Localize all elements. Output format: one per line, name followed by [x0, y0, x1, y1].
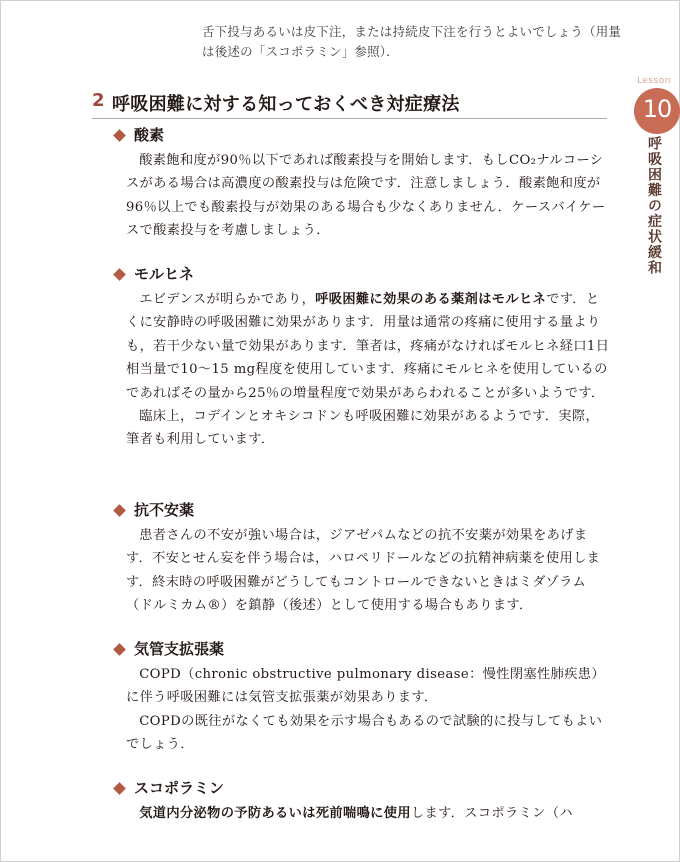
subsection-title-text: スコポラミン — [134, 779, 225, 797]
intro-text: 舌下投与あるいは皮下注，または持続皮下注を行うとよいでしょう（用量は後述の「スコポラミン」参照）． — [202, 24, 622, 59]
lesson-side-tab — [628, 76, 680, 276]
paragraph-text: 患者さんの不安が強い場合は，ジアゼパムなどの抗不安薬が効果をあげます．不安とせん妄を伴う場合は，ハロペリドールなどの抗精神病薬を使用します．終末時の呼吸困難がどうしてもコントロールできないときはミダゾラム（ドルミカム®）を鎮静（後述）として使用する場合もあります． — [126, 528, 601, 614]
body-paragraph — [112, 524, 612, 618]
paragraph-text: 臨床上，コデインとオキシコドンも呼吸困難に効果があるようです．実際，筆者も利用しています． — [126, 409, 600, 448]
body-paragraph — [112, 802, 612, 825]
subsection-title — [112, 639, 612, 659]
subsection-title-text: 酸素 — [134, 126, 165, 144]
lesson-number: 10 — [642, 95, 672, 123]
diamond-bullet-icon — [113, 782, 126, 795]
emphasis-text: 気道内分泌物の予防あるいは死前喘鳴に使用 — [139, 806, 411, 821]
subsection-title — [112, 778, 612, 798]
subsection-title — [112, 125, 612, 145]
subsection-title-text: モルヒネ — [134, 265, 195, 283]
body-paragraph — [112, 149, 612, 243]
diamond-bullet-icon — [113, 504, 126, 517]
body-paragraph — [112, 405, 612, 452]
body-paragraph — [112, 288, 612, 405]
subsection-title — [112, 500, 612, 520]
subsection-title-text: 抗不安薬 — [134, 501, 195, 519]
diamond-bullet-icon — [113, 268, 126, 281]
subsection-morphine — [112, 264, 612, 452]
paragraph-text: エビデンスが明らかであり， — [139, 292, 316, 307]
subsection-scopolamine — [112, 778, 612, 825]
subsection-bronchodilators — [112, 639, 612, 757]
lesson-vertical-title: 呼吸困難の症状緩和 — [646, 136, 662, 276]
section-heading — [92, 88, 607, 119]
subsection-title-text: 気管支拡張薬 — [134, 640, 225, 658]
section-number: 2 — [92, 90, 105, 111]
diamond-bullet-icon — [113, 129, 126, 142]
section-title: 呼吸困難に対する知っておくべき対症療法 — [112, 94, 460, 115]
subsection-anxiolytics — [112, 500, 612, 618]
paragraph-text: です．とくに安静時の呼吸困難に効果があります．用量は通常の疼痛に使用する量よりも，若干少ない量で効果があります．筆者は，疼痛がなければモルヒネ経口1日相当量で10～15 mg程度を使用しています．疼痛にモルヒネを使用しているのであればその量から25％の増量程度で効果があらわれることが多いようです． — [126, 292, 610, 401]
subsection-title — [112, 264, 612, 284]
body-paragraph — [112, 710, 612, 757]
diamond-bullet-icon — [113, 643, 126, 656]
paragraph-text: します．スコポラミン（ハ — [410, 806, 573, 821]
paragraph-text: COPDの既往がなくても効果を示す場合もあるので試験的に投与してもよいでしょう． — [126, 713, 603, 753]
subsection-oxygen — [112, 125, 612, 243]
paragraph-text: 酸素飽和度が90％以下であれば酸素投与を開始します．もしCO₂ナルコーシスがある場合は高濃度の酸素投与は危険です．注意しましょう．酸素飽和度が96％以上でも酸素投与が効果のある場合も少なくありません．ケースバイケースで酸素投与を考慮しましょう． — [126, 153, 606, 239]
emphasis-text: 呼吸困難に効果のある薬剤はモルヒネ — [315, 292, 547, 307]
paragraph-text: COPD（chronic obstructive pulmonary disease：慢性閉塞性肺疾患）に伴う呼吸困難には気管支拡張薬が効果あります． — [126, 667, 605, 706]
lesson-label: Lesson — [637, 76, 671, 86]
body-paragraph — [112, 663, 612, 710]
